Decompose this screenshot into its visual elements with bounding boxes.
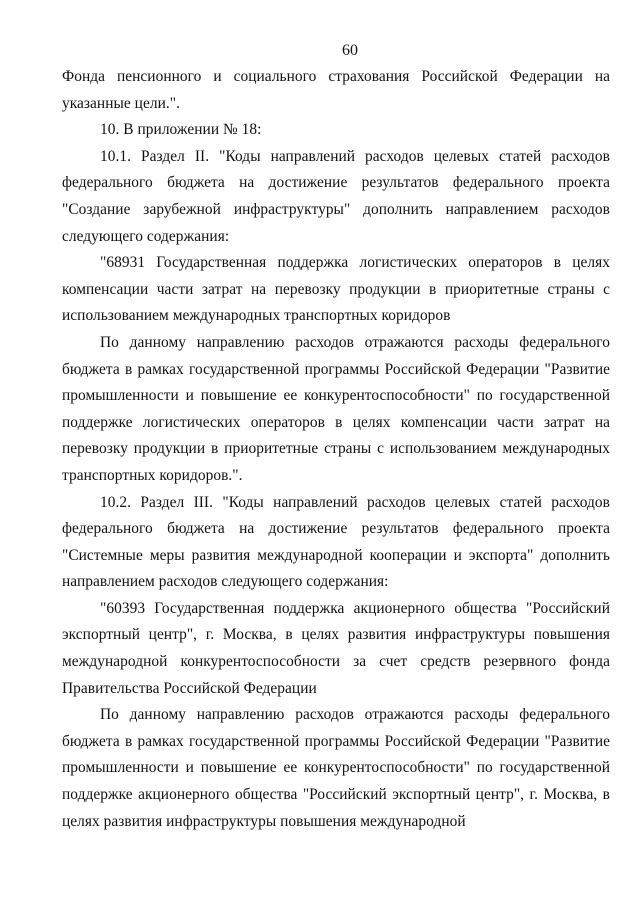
paragraph-item-10-2: 10.2. Раздел III. "Коды направлений расходов целевых статей расходов федерального бюджета на достижение результатов федерального проекта "Системные меры развития международной кооперации и экспорта" дополнить направлением расходов следующего содержания: [62, 493, 610, 591]
paragraph-item-10: 10. В приложении № 18: [100, 121, 262, 139]
paragraph-description-68931: По данному направлению расходов отражаются расходы федерального бюджета в рамках государственной программы Российской Федерации "Развитие промышленности и повышение ее конкурентоспособности" по государственной поддержке логистических операторов в целях компенсации части затрат на перевозку продукции в приоритетные страны с использованием международных транспортных коридоров.". [62, 333, 610, 484]
page-number: 60 [342, 42, 358, 59]
paragraph-continuation: Фонда пенсионного и социального страхования Российской Федерации на указанные цели.". [62, 68, 610, 112]
paragraph-item-10-1: 10.1. Раздел II. "Коды направлений расходов целевых статей расходов федерального бюджета на достижение результатов федерального проекта "Создание зарубежной инфраструктуры" дополнить направлением расходов следующего содержания: [62, 147, 610, 245]
paragraph-code-60393: "60393 Государственная поддержка акционерного общества "Российский экспортный центр", г. Москва, в целях развития инфраструктуры повышения международной конкурентоспособности за счет средств резервного фонда Правительства Российской Федерации [62, 599, 610, 697]
paragraph-code-68931: "68931 Государственная поддержка логистических операторов в целях компенсации части затрат на перевозку продукции в приоритетные страны с использованием международных транспортных коридоров [62, 254, 610, 325]
paragraph-description-60393: По данному направлению расходов отражаются расходы федерального бюджета в рамках государственной программы Российской Федерации "Развитие промышленности и повышение ее конкурентоспособности" по государственной поддержке акционерного общества "Российский экспортный центр", г. Москва, в целях развития инфраструктуры повышения международной [62, 706, 610, 830]
document-body [62, 64, 610, 835]
